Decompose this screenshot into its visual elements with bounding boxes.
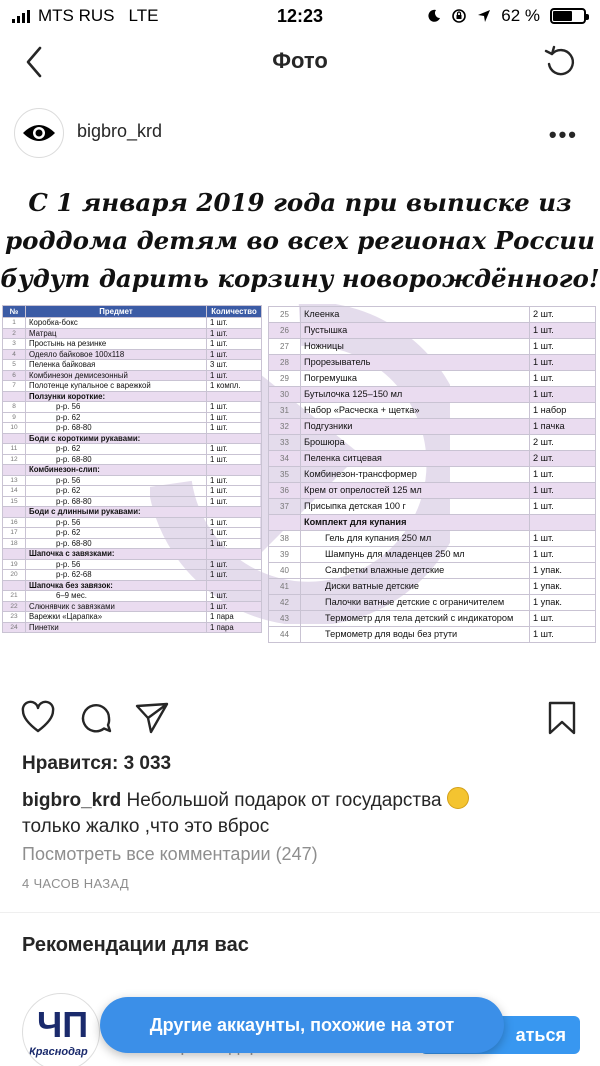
row-number xyxy=(3,465,26,476)
row-item: 6–9 мес. xyxy=(26,591,207,602)
row-number: 33 xyxy=(269,435,301,451)
row-number: 28 xyxy=(269,355,301,371)
headline-line: будут дарить корзину новорождённого! xyxy=(0,264,600,293)
row-item: Ножницы xyxy=(301,339,530,355)
row-item: Термометр для воды без ртути xyxy=(301,627,530,643)
row-qty: 1 шт. xyxy=(207,601,262,612)
avatar[interactable] xyxy=(14,108,64,158)
row-qty: 1 шт. xyxy=(207,370,262,381)
row-number: 35 xyxy=(269,467,301,483)
row-number: 44 xyxy=(269,627,301,643)
row-item: Брошюра xyxy=(301,435,530,451)
row-number: 3 xyxy=(3,339,26,350)
row-qty: 1 шт. xyxy=(207,423,262,434)
row-number: 31 xyxy=(269,403,301,419)
comment-icon[interactable] xyxy=(78,700,114,736)
row-qty: 1 шт. xyxy=(207,538,262,549)
caption xyxy=(22,787,562,840)
battery-fill xyxy=(553,11,572,21)
row-item: р-р. 68-80 xyxy=(26,423,207,434)
row-number: 34 xyxy=(269,451,301,467)
row-item: Прорезыватель xyxy=(301,355,530,371)
recommended-account-avatar[interactable] xyxy=(22,993,100,1066)
row-number: 14 xyxy=(3,486,26,497)
table-row xyxy=(269,595,596,611)
table-row xyxy=(269,483,596,499)
headline-line: роддома детям во всех регионах России xyxy=(5,226,595,255)
follow-button[interactable]: аться xyxy=(420,1016,580,1054)
row-item: Диски ватные детские xyxy=(301,579,530,595)
row-item: Пустышка xyxy=(301,323,530,339)
row-number: 10 xyxy=(3,423,26,434)
row-item: р-р. 62 xyxy=(26,444,207,455)
row-item: Пеленка байковая xyxy=(26,360,207,371)
row-item: Присыпка детская 100 г xyxy=(301,499,530,515)
account-logo-text: ЧП xyxy=(37,1004,89,1045)
table-header-row xyxy=(3,306,262,318)
more-options-icon[interactable]: ••• xyxy=(548,122,578,147)
row-qty xyxy=(207,433,262,444)
network-label: LTE xyxy=(128,6,159,25)
row-item: Термометр для тела детский с индикатором xyxy=(301,611,530,627)
refresh-icon[interactable] xyxy=(542,44,578,80)
table-row xyxy=(3,486,262,497)
row-qty: 1 шт. xyxy=(207,349,262,360)
row-number: 16 xyxy=(3,517,26,528)
row-qty xyxy=(207,507,262,518)
location-arrow-icon xyxy=(477,9,491,23)
table-row xyxy=(3,444,262,455)
row-qty: 1 шт. xyxy=(530,611,596,627)
battery-percent: 62 % xyxy=(501,6,540,25)
table-row xyxy=(269,371,596,387)
row-number: 24 xyxy=(3,622,26,633)
divider xyxy=(0,912,600,913)
caption-username[interactable]: bigbro_krd xyxy=(22,790,122,811)
row-qty: 1 пачка xyxy=(530,419,596,435)
row-item: Комплект для купания xyxy=(301,515,530,531)
row-item: р-р. 56 xyxy=(26,475,207,486)
row-item: Простынь на резинке xyxy=(26,339,207,350)
row-qty xyxy=(207,391,262,402)
table-row xyxy=(269,451,596,467)
row-number: 17 xyxy=(3,528,26,539)
row-item: Комбинезон-слип: xyxy=(26,465,207,476)
row-qty: 1 шт. xyxy=(207,328,262,339)
table-row xyxy=(3,349,262,360)
row-qty: 1 шт. xyxy=(530,531,596,547)
row-number: 39 xyxy=(269,547,301,563)
row-qty: 1 упак. xyxy=(530,595,596,611)
row-number: 32 xyxy=(269,419,301,435)
row-number xyxy=(3,391,26,402)
table-row xyxy=(3,549,262,560)
row-qty: 1 пара xyxy=(207,622,262,633)
caption-text: Небольшой подарок от государства xyxy=(126,790,442,811)
table-row xyxy=(3,507,262,518)
row-number xyxy=(269,515,301,531)
items-table-right xyxy=(268,306,596,643)
row-qty: 2 шт. xyxy=(530,451,596,467)
row-qty: 1 шт. xyxy=(530,627,596,643)
post-actions xyxy=(0,700,600,740)
row-qty: 1 пара xyxy=(207,612,262,623)
row-item: р-р. 62 xyxy=(26,412,207,423)
row-number: 23 xyxy=(3,612,26,623)
row-number xyxy=(3,507,26,518)
image-headline xyxy=(0,184,600,298)
row-item: р-р. 62-68 xyxy=(26,570,207,581)
row-item: Варежки «Царапка» xyxy=(26,612,207,623)
row-qty xyxy=(207,549,262,560)
row-qty: 3 шт. xyxy=(207,360,262,371)
table-row xyxy=(269,531,596,547)
row-number: 7 xyxy=(3,381,26,392)
table-row xyxy=(269,323,596,339)
row-number: 37 xyxy=(269,499,301,515)
row-item: Одеяло байковое 100х118 xyxy=(26,349,207,360)
moon-icon xyxy=(427,9,441,23)
row-qty: 1 шт. xyxy=(530,467,596,483)
row-number: 9 xyxy=(3,412,26,423)
table-row xyxy=(3,591,262,602)
nav-bar xyxy=(0,34,600,90)
row-item: Погремушка xyxy=(301,371,530,387)
similar-accounts-toast[interactable]: Другие аккаунты, похожие на этот xyxy=(100,997,504,1053)
row-item: Бутылочка 125–150 мл xyxy=(301,387,530,403)
row-number: 41 xyxy=(269,579,301,595)
row-qty: 1 шт. xyxy=(530,547,596,563)
row-qty: 1 шт. xyxy=(207,559,262,570)
table-row xyxy=(269,579,596,595)
row-number: 25 xyxy=(269,307,301,323)
row-number: 12 xyxy=(3,454,26,465)
table-row xyxy=(3,622,262,633)
row-qty: 1 шт. xyxy=(530,483,596,499)
row-item: Гель для купания 250 мл xyxy=(301,531,530,547)
row-number: 20 xyxy=(3,570,26,581)
row-qty: 1 шт. xyxy=(530,323,596,339)
battery-icon xyxy=(550,8,586,24)
col-item: Предмет xyxy=(26,306,207,318)
row-qty: 1 шт. xyxy=(530,371,596,387)
row-number: 29 xyxy=(269,371,301,387)
table-row xyxy=(3,570,262,581)
row-item: Полотенце купальное с варежкой xyxy=(26,381,207,392)
caption-text-2: только жалко ,что это вброс xyxy=(22,816,270,837)
row-qty: 1 шт. xyxy=(207,412,262,423)
row-qty: 1 шт. xyxy=(207,475,262,486)
row-qty: 1 шт. xyxy=(207,402,262,413)
row-number: 38 xyxy=(269,531,301,547)
row-qty: 1 шт. xyxy=(207,570,262,581)
table-row xyxy=(3,423,262,434)
row-number: 4 xyxy=(3,349,26,360)
status-right xyxy=(427,6,586,26)
row-number xyxy=(3,549,26,560)
table-row xyxy=(269,563,596,579)
table-row xyxy=(3,433,262,444)
headline-line: С 1 января 2019 года при выписке из xyxy=(28,188,572,217)
table-row xyxy=(3,454,262,465)
status-bar xyxy=(0,0,600,34)
row-item: Набор «Расческа + щетка» xyxy=(301,403,530,419)
row-item: Пинетки xyxy=(26,622,207,633)
row-qty: 1 шт. xyxy=(207,444,262,455)
table-row xyxy=(269,467,596,483)
row-number: 22 xyxy=(3,601,26,612)
table-row xyxy=(269,499,596,515)
row-qty: 1 упак. xyxy=(530,579,596,595)
table-row xyxy=(269,387,596,403)
table-row xyxy=(3,360,262,371)
table-row xyxy=(3,412,262,423)
row-number: 1 xyxy=(3,318,26,329)
table-row xyxy=(3,465,262,476)
row-number: 11 xyxy=(3,444,26,455)
row-number: 36 xyxy=(269,483,301,499)
row-item: р-р. 68-80 xyxy=(26,538,207,549)
table-row xyxy=(3,402,262,413)
row-item: Шапочка с завязками: xyxy=(26,549,207,560)
row-qty: 1 шт. xyxy=(207,486,262,497)
row-item: р-р. 62 xyxy=(26,528,207,539)
row-qty: 1 набор xyxy=(530,403,596,419)
post-time: 4 ЧАСОВ НАЗАД xyxy=(22,876,129,891)
row-qty: 2 шт. xyxy=(530,307,596,323)
row-qty: 1 шт. xyxy=(207,318,262,329)
row-qty: 1 шт. xyxy=(530,499,596,515)
row-number: 43 xyxy=(269,611,301,627)
likes-count[interactable]: Нравится: 3 033 xyxy=(22,753,172,774)
eye-logo-icon xyxy=(21,121,57,145)
row-number: 42 xyxy=(269,595,301,611)
heart-icon[interactable] xyxy=(20,700,56,736)
row-number: 26 xyxy=(269,323,301,339)
col-qty: Количество xyxy=(207,306,262,318)
table-row xyxy=(3,601,262,612)
row-item: Коробка-бокс xyxy=(26,318,207,329)
row-item: р-р. 56 xyxy=(26,559,207,570)
row-qty: 1 шт. xyxy=(530,339,596,355)
carrier-label: MTS RUS xyxy=(38,6,115,25)
row-qty: 1 шт. xyxy=(207,528,262,539)
table-row xyxy=(269,515,596,531)
row-qty xyxy=(530,515,596,531)
row-item: р-р. 56 xyxy=(26,517,207,528)
table-row xyxy=(3,496,262,507)
row-item: Матрац xyxy=(26,328,207,339)
post-image[interactable] xyxy=(0,174,600,694)
row-qty xyxy=(207,465,262,476)
row-number: 30 xyxy=(269,387,301,403)
table-row xyxy=(269,419,596,435)
table-row xyxy=(3,528,262,539)
table-row xyxy=(269,307,596,323)
table-row xyxy=(3,318,262,329)
table-row xyxy=(269,611,596,627)
row-item: Подгузники xyxy=(301,419,530,435)
row-qty: 1 упак. xyxy=(530,563,596,579)
row-qty: 1 шт. xyxy=(207,517,262,528)
row-qty: 1 компл. xyxy=(207,381,262,392)
row-number: 18 xyxy=(3,538,26,549)
row-item: Боди с длинными рукавами: xyxy=(26,507,207,518)
table-row xyxy=(269,403,596,419)
table-row xyxy=(3,391,262,402)
view-comments-link[interactable]: Посмотреть все комментарии (247) xyxy=(22,844,318,864)
row-qty: 1 шт. xyxy=(207,591,262,602)
table-row xyxy=(3,328,262,339)
row-item: Слюнявчик с завязками xyxy=(26,601,207,612)
table-row xyxy=(269,355,596,371)
row-number: 27 xyxy=(269,339,301,355)
row-item: р-р. 62 xyxy=(26,486,207,497)
row-qty: 1 шт. xyxy=(207,496,262,507)
row-qty: 1 шт. xyxy=(530,387,596,403)
col-num: № xyxy=(3,306,26,318)
bookmark-icon[interactable] xyxy=(544,700,580,736)
row-item: р-р. 68-80 xyxy=(26,496,207,507)
table-row xyxy=(269,547,596,563)
row-number: 19 xyxy=(3,559,26,570)
row-item: Салфетки влажные детские xyxy=(301,563,530,579)
row-number: 21 xyxy=(3,591,26,602)
row-item: р-р. 56 xyxy=(26,402,207,413)
row-qty: 2 шт. xyxy=(530,435,596,451)
post-header xyxy=(0,104,600,164)
row-qty xyxy=(207,580,262,591)
row-number xyxy=(3,433,26,444)
table-row xyxy=(269,339,596,355)
row-number: 13 xyxy=(3,475,26,486)
status-time: 12:23 xyxy=(276,6,324,26)
table-row xyxy=(3,612,262,623)
table-row xyxy=(3,580,262,591)
row-number: 40 xyxy=(269,563,301,579)
grinning-cat-emoji-icon xyxy=(447,787,469,809)
row-item: Клеенка xyxy=(301,307,530,323)
table-row xyxy=(269,435,596,451)
page-title: Фото xyxy=(272,48,328,73)
table-row xyxy=(3,370,262,381)
table-row xyxy=(3,538,262,549)
row-item: Боди с короткими рукавами: xyxy=(26,433,207,444)
row-qty: 1 шт. xyxy=(207,339,262,350)
table-row xyxy=(3,381,262,392)
items-table-left xyxy=(2,305,262,633)
table-row xyxy=(269,627,596,643)
row-item: Палочки ватные детские с ограничителем xyxy=(301,595,530,611)
share-icon[interactable] xyxy=(134,700,170,736)
account-logo-sub: Краснодар xyxy=(29,1046,88,1058)
row-item: Шапочка без завязок: xyxy=(26,580,207,591)
table-row xyxy=(3,475,262,486)
row-item: р-р. 68-80 xyxy=(26,454,207,465)
row-number: 5 xyxy=(3,360,26,371)
row-item: Комбинезон-трансформер xyxy=(301,467,530,483)
table-row xyxy=(3,517,262,528)
row-number xyxy=(3,580,26,591)
row-number: 2 xyxy=(3,328,26,339)
rotation-lock-icon xyxy=(451,8,467,24)
row-item: Пеленка ситцевая xyxy=(301,451,530,467)
table-row xyxy=(3,339,262,350)
row-qty: 1 шт. xyxy=(207,454,262,465)
row-number: 6 xyxy=(3,370,26,381)
table-row xyxy=(3,559,262,570)
row-item: Шампунь для младенцев 250 мл xyxy=(301,547,530,563)
row-qty: 1 шт. xyxy=(530,355,596,371)
post-username[interactable]: bigbro_krd xyxy=(77,121,163,141)
recommendations-title: Рекомендации для вас xyxy=(22,934,249,956)
row-item: Комбинезон демисезонный xyxy=(26,370,207,381)
row-item: Крем от опрелостей 125 мл xyxy=(301,483,530,499)
row-number: 8 xyxy=(3,402,26,413)
row-item: Ползунки короткие: xyxy=(26,391,207,402)
row-number: 15 xyxy=(3,496,26,507)
